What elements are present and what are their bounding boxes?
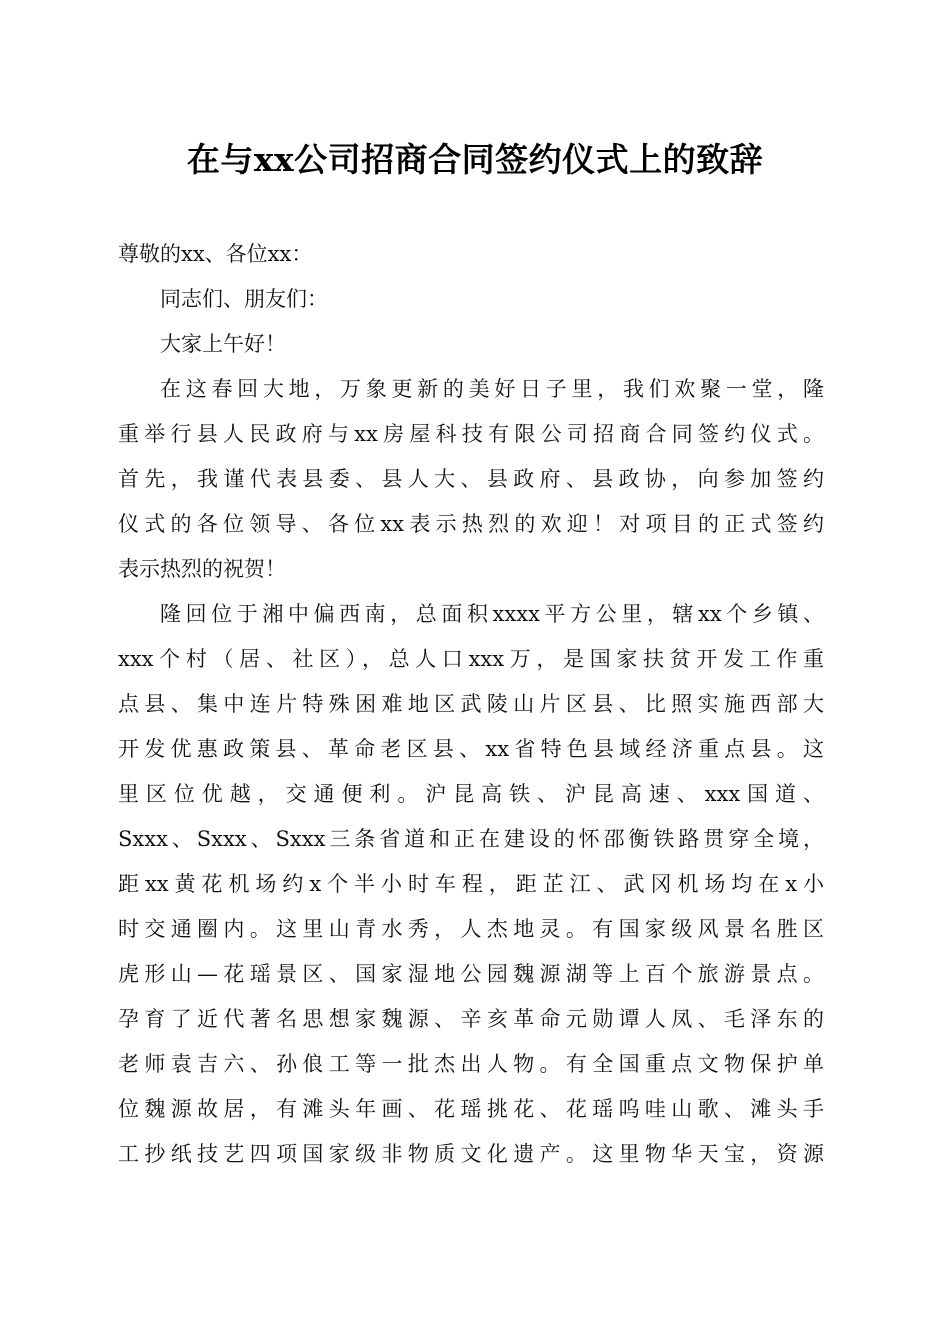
paragraph-line: 仪式的各位领导、各位xx表示热烈的欢迎！对项目的正式签约 bbox=[118, 512, 824, 536]
paragraph-line: 点县、集中连片特殊困难地区武陵山片区县、比照实施西部大 bbox=[118, 692, 824, 716]
paragraph-line: xxx个村（居、社区），总人口xxx万，是国家扶贫开发工作重 bbox=[118, 647, 824, 671]
paragraph-line: 虎形山—花瑶景区、国家湿地公园魏源湖等上百个旅游景点。 bbox=[118, 962, 824, 986]
paragraph-line: 隆回位于湘中偏西南，总面积xxxx平方公里，辖xx个乡镇、 bbox=[160, 602, 824, 626]
document-body bbox=[118, 232, 824, 1177]
paragraph-line: 老师袁吉六、孙俍工等一批杰出人物。有全国重点文物保护单 bbox=[118, 1052, 824, 1076]
paragraph-line: 时交通圈内。这里山青水秀，人杰地灵。有国家级风景名胜区 bbox=[118, 917, 824, 941]
greeting-line: 同志们、朋友们： bbox=[160, 287, 328, 311]
paragraph-line: 重举行县人民政府与xx房屋科技有限公司招商合同签约仪式。 bbox=[118, 422, 824, 446]
paragraph-line: 位魏源故居，有滩头年画、花瑶挑花、花瑶呜哇山歌、滩头手 bbox=[118, 1097, 824, 1121]
paragraph-line: 开发优惠政策县、革命老区县、xx省特色县域经济重点县。这 bbox=[118, 737, 824, 761]
greeting-line: 大家上午好！ bbox=[160, 332, 286, 356]
paragraph-line: 里区位优越，交通便利。沪昆高铁、沪昆高速、xxx国道、 bbox=[118, 782, 824, 806]
paragraph-line: 工抄纸技艺四项国家级非物质文化遗产。这里物华天宝，资源 bbox=[118, 1142, 824, 1166]
paragraph-line: 距xx黄花机场约x个半小时车程，距芷江、武冈机场均在x小 bbox=[118, 872, 824, 896]
paragraph-line: Sxxx、Sxxx、Sxxx三条省道和正在建设的怀邵衡铁路贯穿全境， bbox=[118, 827, 824, 851]
paragraph-line: 孕育了近代著名思想家魏源、辛亥革命元勋谭人凤、毛泽东的 bbox=[118, 1007, 824, 1031]
paragraph-line: 首先，我谨代表县委、县人大、县政府、县政协，向参加签约 bbox=[118, 467, 824, 491]
paragraph-line: 表示热烈的祝贺！ bbox=[118, 557, 286, 581]
document-title: 在与xx公司招商合同签约仪式上的致辞 bbox=[186, 140, 764, 179]
paragraph-line: 在这春回大地，万象更新的美好日子里，我们欢聚一堂，隆 bbox=[160, 377, 824, 401]
salutation-line: 尊敬的xx、各位xx： bbox=[118, 242, 313, 266]
